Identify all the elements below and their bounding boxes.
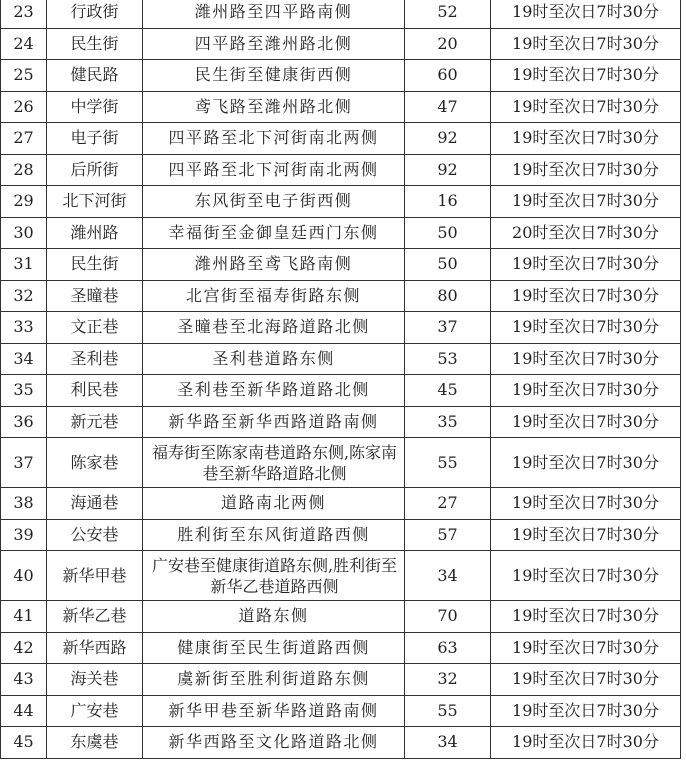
time-range: 19时至次日7时30分 <box>491 60 681 92</box>
space-count: 16 <box>405 186 491 218</box>
time-range: 19时至次日7时30分 <box>491 280 681 312</box>
street-name: 潍州路 <box>47 217 143 249</box>
table-row <box>1 519 681 551</box>
space-count: 53 <box>405 343 491 375</box>
row-number: 45 <box>1 727 47 759</box>
table-row <box>1 249 681 281</box>
street-name: 陈家巷 <box>47 438 143 488</box>
time-range: 19时至次日7时30分 <box>491 406 681 438</box>
table-row <box>1 91 681 123</box>
row-number: 24 <box>1 28 47 60</box>
time-range: 19时至次日7时30分 <box>491 154 681 186</box>
space-count: 70 <box>405 601 491 633</box>
street-name: 中学街 <box>47 91 143 123</box>
row-number: 32 <box>1 280 47 312</box>
space-count: 32 <box>405 664 491 696</box>
table-row <box>1 727 681 759</box>
space-count: 55 <box>405 695 491 727</box>
road-section: 北宫街至福寿街路东侧 <box>143 280 405 312</box>
street-name: 健民路 <box>47 60 143 92</box>
space-count: 35 <box>405 406 491 438</box>
road-section: 东风街至电子街西侧 <box>143 186 405 218</box>
row-number: 36 <box>1 406 47 438</box>
time-range: 19时至次日7时30分 <box>491 91 681 123</box>
street-name: 文正巷 <box>47 312 143 344</box>
space-count: 27 <box>405 488 491 520</box>
table-row <box>1 0 681 28</box>
road-section: 健康街至民生街道路西侧 <box>143 632 405 664</box>
street-name: 电子街 <box>47 123 143 155</box>
table-row <box>1 154 681 186</box>
road-section: 新华路至新华西路道路南侧 <box>143 406 405 438</box>
table-row <box>1 186 681 218</box>
street-name: 北下河街 <box>47 186 143 218</box>
row-number: 26 <box>1 91 47 123</box>
space-count: 50 <box>405 217 491 249</box>
road-section: 道路东侧 <box>143 601 405 633</box>
time-range: 19时至次日7时30分 <box>491 551 681 601</box>
table-row <box>1 632 681 664</box>
street-name: 利民巷 <box>47 375 143 407</box>
time-range: 19时至次日7时30分 <box>491 186 681 218</box>
space-count: 57 <box>405 519 491 551</box>
row-number: 34 <box>1 343 47 375</box>
table-row <box>1 312 681 344</box>
road-section: 圣曈巷至北海路道路北侧 <box>143 312 405 344</box>
table-row <box>1 695 681 727</box>
time-range: 19时至次日7时30分 <box>491 519 681 551</box>
road-section: 四平路至潍州路北侧 <box>143 28 405 60</box>
table-row <box>1 343 681 375</box>
table-row <box>1 28 681 60</box>
time-range: 19时至次日7时30分 <box>491 28 681 60</box>
time-range: 19时至次日7时30分 <box>491 123 681 155</box>
time-range: 19时至次日7时30分 <box>491 488 681 520</box>
street-name: 民生街 <box>47 28 143 60</box>
time-range: 20时至次日7时30分 <box>491 217 681 249</box>
space-count: 34 <box>405 727 491 759</box>
road-section: 四平路至北下河街南北两侧 <box>143 154 405 186</box>
street-name: 海通巷 <box>47 488 143 520</box>
table-body <box>1 0 681 758</box>
time-range: 19时至次日7时30分 <box>491 601 681 633</box>
road-section: 胜利街至东风街道路西侧 <box>143 519 405 551</box>
road-section: 道路南北两侧 <box>143 488 405 520</box>
row-number: 43 <box>1 664 47 696</box>
row-number: 41 <box>1 601 47 633</box>
time-range: 19时至次日7时30分 <box>491 438 681 488</box>
street-name: 新华甲巷 <box>47 551 143 601</box>
space-count: 37 <box>405 312 491 344</box>
time-range: 19时至次日7时30分 <box>491 632 681 664</box>
row-number: 44 <box>1 695 47 727</box>
space-count: 20 <box>405 28 491 60</box>
street-name: 行政街 <box>47 0 143 28</box>
space-count: 45 <box>405 375 491 407</box>
table-row <box>1 438 681 488</box>
table-row <box>1 280 681 312</box>
time-range: 19时至次日7时30分 <box>491 664 681 696</box>
road-section: 民生街至健康街西侧 <box>143 60 405 92</box>
street-name: 新元巷 <box>47 406 143 438</box>
street-name: 海关巷 <box>47 664 143 696</box>
space-count: 50 <box>405 249 491 281</box>
street-name: 广安巷 <box>47 695 143 727</box>
time-range: 19时至次日7时30分 <box>491 727 681 759</box>
road-section: 新华甲巷至新华路道路南侧 <box>143 695 405 727</box>
space-count: 60 <box>405 60 491 92</box>
table-row <box>1 488 681 520</box>
row-number: 28 <box>1 154 47 186</box>
row-number: 38 <box>1 488 47 520</box>
table-row <box>1 406 681 438</box>
road-section: 圣利巷道路东侧 <box>143 343 405 375</box>
space-count: 92 <box>405 123 491 155</box>
time-range: 19时至次日7时30分 <box>491 312 681 344</box>
street-name: 民生街 <box>47 249 143 281</box>
row-number: 27 <box>1 123 47 155</box>
space-count: 47 <box>405 91 491 123</box>
table-row <box>1 551 681 601</box>
row-number: 42 <box>1 632 47 664</box>
road-section: 四平路至北下河街南北两侧 <box>143 123 405 155</box>
row-number: 29 <box>1 186 47 218</box>
time-range: 19时至次日7时30分 <box>491 249 681 281</box>
row-number: 23 <box>1 0 47 28</box>
road-section: 潍州路至鸢飞路南侧 <box>143 249 405 281</box>
road-section: 新华西路至文化路道路北侧 <box>143 727 405 759</box>
street-name: 后所街 <box>47 154 143 186</box>
row-number: 37 <box>1 438 47 488</box>
road-section: 福寿街至陈家南巷道路东侧,陈家南巷至新华路道路北侧 <box>143 438 405 488</box>
time-range: 19时至次日7时30分 <box>491 343 681 375</box>
street-name: 圣利巷 <box>47 343 143 375</box>
table-row <box>1 601 681 633</box>
street-name: 东虞巷 <box>47 727 143 759</box>
row-number: 40 <box>1 551 47 601</box>
space-count: 92 <box>405 154 491 186</box>
row-number: 39 <box>1 519 47 551</box>
space-count: 63 <box>405 632 491 664</box>
table-row <box>1 664 681 696</box>
table-row <box>1 217 681 249</box>
table-row <box>1 375 681 407</box>
space-count: 52 <box>405 0 491 28</box>
row-number: 30 <box>1 217 47 249</box>
table-row <box>1 123 681 155</box>
time-range: 19时至次日7时30分 <box>491 695 681 727</box>
street-name: 新华乙巷 <box>47 601 143 633</box>
road-section: 潍州路至四平路南侧 <box>143 0 405 28</box>
space-count: 55 <box>405 438 491 488</box>
street-name: 圣曈巷 <box>47 280 143 312</box>
row-number: 35 <box>1 375 47 407</box>
space-count: 34 <box>405 551 491 601</box>
street-name: 公安巷 <box>47 519 143 551</box>
road-section: 鸢飞路至潍州路北侧 <box>143 91 405 123</box>
time-range: 19时至次日7时30分 <box>491 0 681 28</box>
table-row <box>1 60 681 92</box>
road-section: 圣利巷至新华路道路北侧 <box>143 375 405 407</box>
row-number: 33 <box>1 312 47 344</box>
road-section: 虞新街至胜利街道路东侧 <box>143 664 405 696</box>
road-section: 广安巷至健康街道路东侧,胜利街至新华乙巷道路西侧 <box>143 551 405 601</box>
row-number: 25 <box>1 60 47 92</box>
road-section: 幸福街至金御皇廷西门东侧 <box>143 217 405 249</box>
time-range: 19时至次日7时30分 <box>491 375 681 407</box>
row-number: 31 <box>1 249 47 281</box>
space-count: 80 <box>405 280 491 312</box>
street-name: 新华西路 <box>47 632 143 664</box>
